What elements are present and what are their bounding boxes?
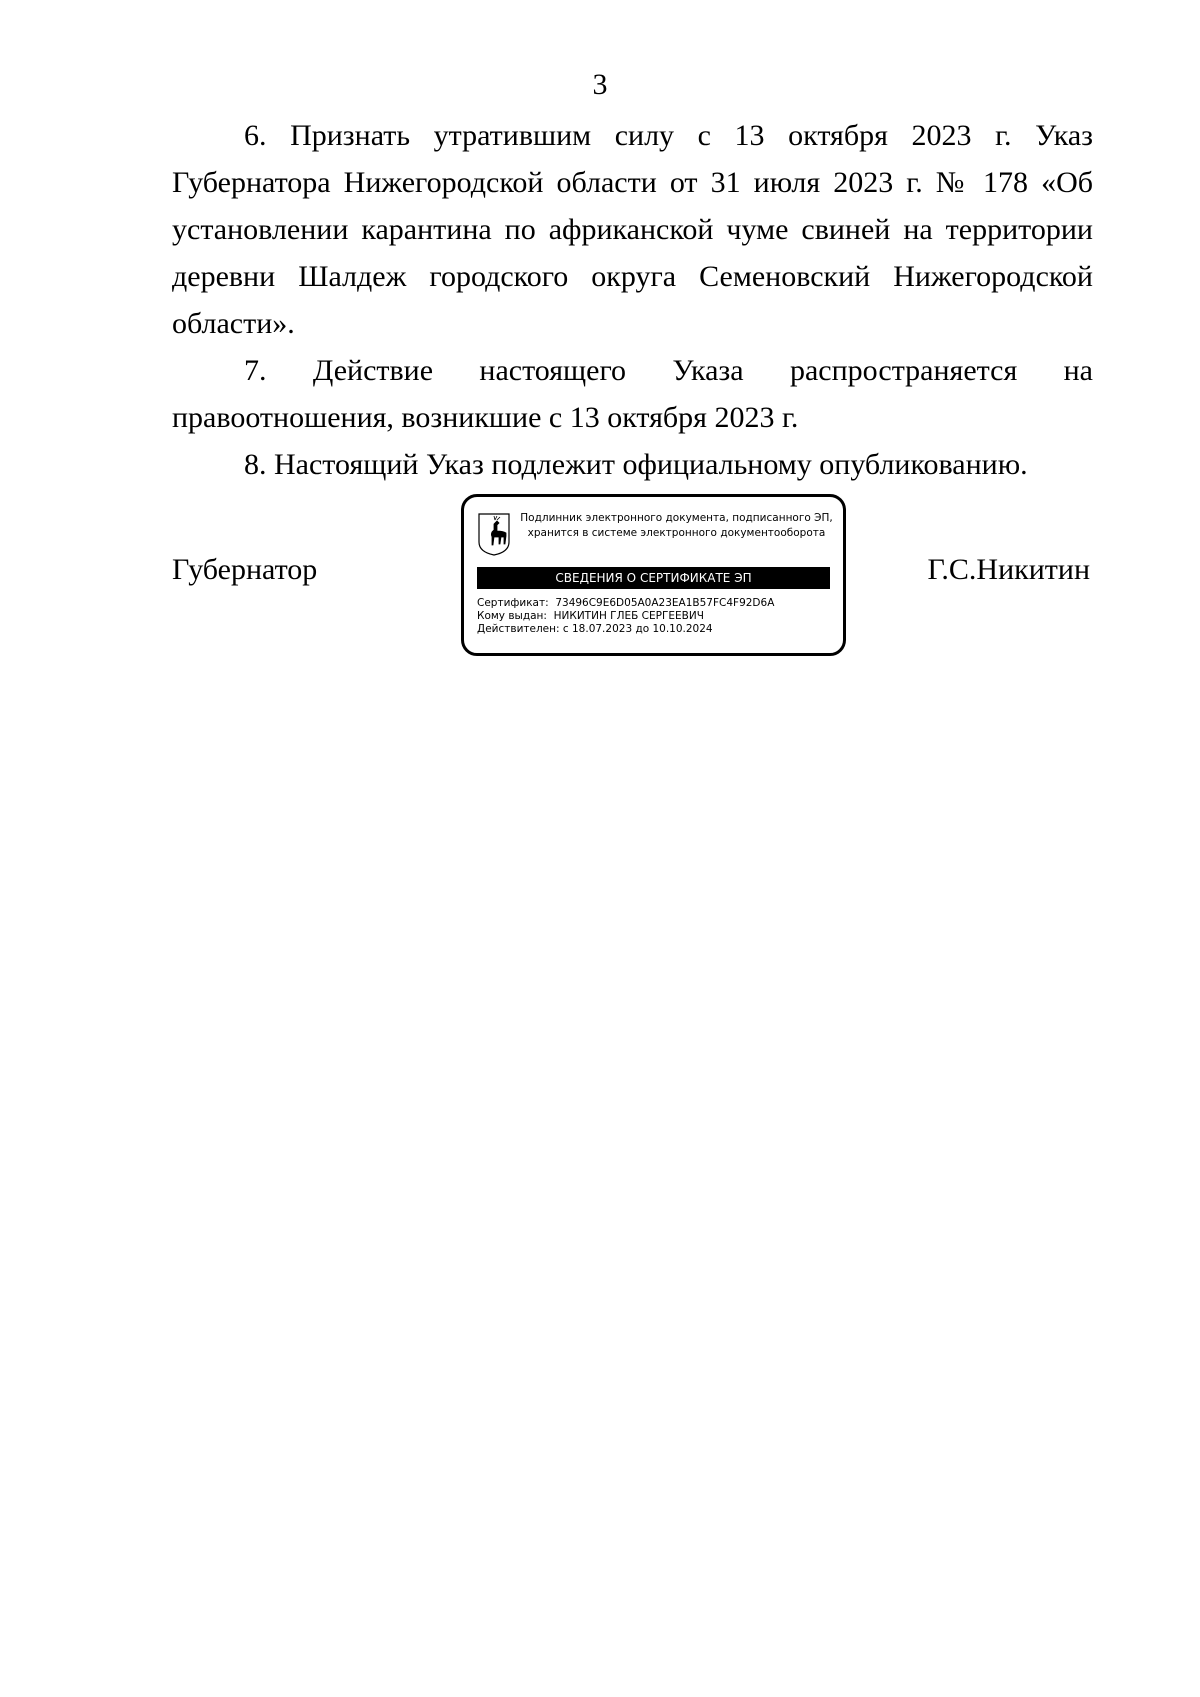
document-body xyxy=(172,112,1093,488)
stamp-header-line2: хранится в системе электронного документооборота xyxy=(527,527,826,539)
issued-to-label: Кому выдан: xyxy=(477,610,547,622)
stamp-header-line1: Подлинник электронного документа, подписанного ЭП, xyxy=(520,512,833,524)
stamp-title: СВЕДЕНИЯ О СЕРТИФИКАТЕ ЭП xyxy=(477,567,830,589)
paragraph-8: 8. Настоящий Указ подлежит официальному опубликованию. xyxy=(244,448,1028,481)
page-number: 3 xyxy=(592,68,608,101)
issued-to-value: НИКИТИН ГЛЕБ СЕРГЕЕВИЧ xyxy=(553,610,704,622)
signatory-position: Губернатор xyxy=(172,553,318,586)
certificate-label: Сертификат: xyxy=(477,597,549,609)
paragraph-7: 7. Действие настоящего Указа распространяется на правоотношения, возникшие с 13 октября 2023 г. xyxy=(172,354,1093,434)
nizhny-novgorod-deer-crest-icon xyxy=(477,512,511,556)
certificate-value: 73496C9E6D05A0A23EA1B57FC4F92D6A xyxy=(555,597,775,609)
valid-label: Действителен: xyxy=(477,623,560,635)
stamp-header xyxy=(518,511,835,541)
stamp-details xyxy=(477,597,774,636)
electronic-signature-stamp xyxy=(461,494,846,656)
paragraph-6: 6. Признать утратившим силу с 13 октября 2023 г. Указ Губернатора Нижегородской области от 31 июля 2023 г. № 178 «Об установлении карантина по африканской чуме свиней на территории деревни Шалдеж городского округа Семеновский Нижегородской области». xyxy=(172,119,1093,340)
valid-value: с 18.07.2023 до 10.10.2024 xyxy=(562,623,713,635)
signatory-name: Г.С.Никитин xyxy=(927,553,1090,586)
